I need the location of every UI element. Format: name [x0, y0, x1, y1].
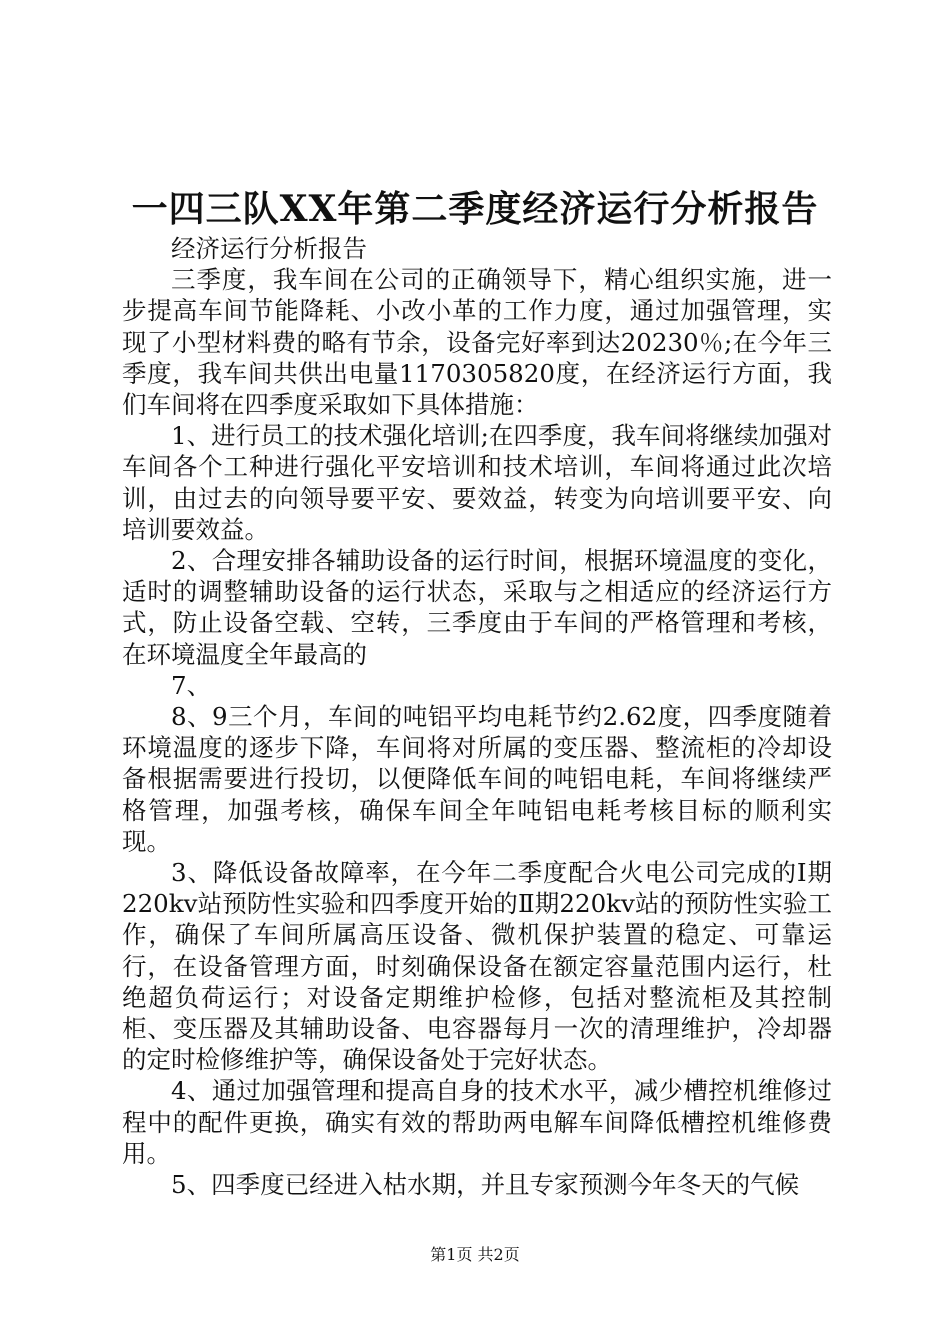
paragraph: 8、9三个月，车间的吨铝平均电耗节约2.62度，四季度随着环境温度的逐步下降，车间将对所属的变压器、整流柜的冷却设备根据需要进行投切，以便降低车间的吨铝电耗，车间将继续严格管理，加强考核，确保车间全年吨铝电耗考核目标的顺利实现。: [122, 702, 832, 856]
paragraph: 2、合理安排各辅助设备的运行时间，根据环境温度的变化，适时的调整辅助设备的运行状态，采取与之相适应的经济运行方式，防止设备空载、空转，三季度由于车间的严格管理和考核，在环境温度全年最高的: [122, 546, 832, 669]
paragraph: 3、降低设备故障率，在今年二季度配合火电公司完成的Ⅰ期220kv站预防性实验和四季度开始的Ⅱ期220kv站的预防性实验工作，确保了车间所属高压设备、微机保护装置的稳定、可靠运行，在设备管理方面，时刻确保设备在额定容量范围内运行，杜绝超负荷运行；对设备定期维护检修，包括对整流柜及其控制柜、变压器及其辅助设备、电容器每月一次的清理维护，冷却器的定时检修维护等，确保设备处于完好状态。: [122, 858, 832, 1075]
paragraph: 1、进行员工的技术强化培训;在四季度，我车间将继续加强对车间各个工种进行强化平安培训和技术培训，车间将通过此次培训，由过去的向领导要平安、要效益，转变为向培训要平安、向培训要效益。: [122, 421, 832, 544]
paragraph: 5、四季度已经进入枯水期，并且专家预测今年冬天的气候: [171, 1170, 800, 1200]
page-footer: 第1页 共2页: [430, 1245, 520, 1264]
paragraph: 4、通过加强管理和提高自身的技术水平，减少槽控机维修过程中的配件更换，确实有效的帮助两电解车间降低槽控机维修费用。: [122, 1076, 832, 1168]
paragraph: 经济运行分析报告: [171, 234, 367, 263]
paragraph: 三季度，我车间在公司的正确领导下，精心组织实施，进一步提高车间节能降耗、小改小革的工作力度，通过加强管理，实现了小型材料费的略有节余，设备完好率到达20230％;在今年三季度，我车间共供出电量1170305820度，在经济运行方面，我们车间将在四季度采取如下具体措施：: [122, 265, 832, 420]
document-body: [122, 233, 832, 1200]
document-title: 一四三队XX年第二季度经济运行分析报告: [131, 188, 819, 230]
paragraph: 7、: [171, 670, 212, 700]
